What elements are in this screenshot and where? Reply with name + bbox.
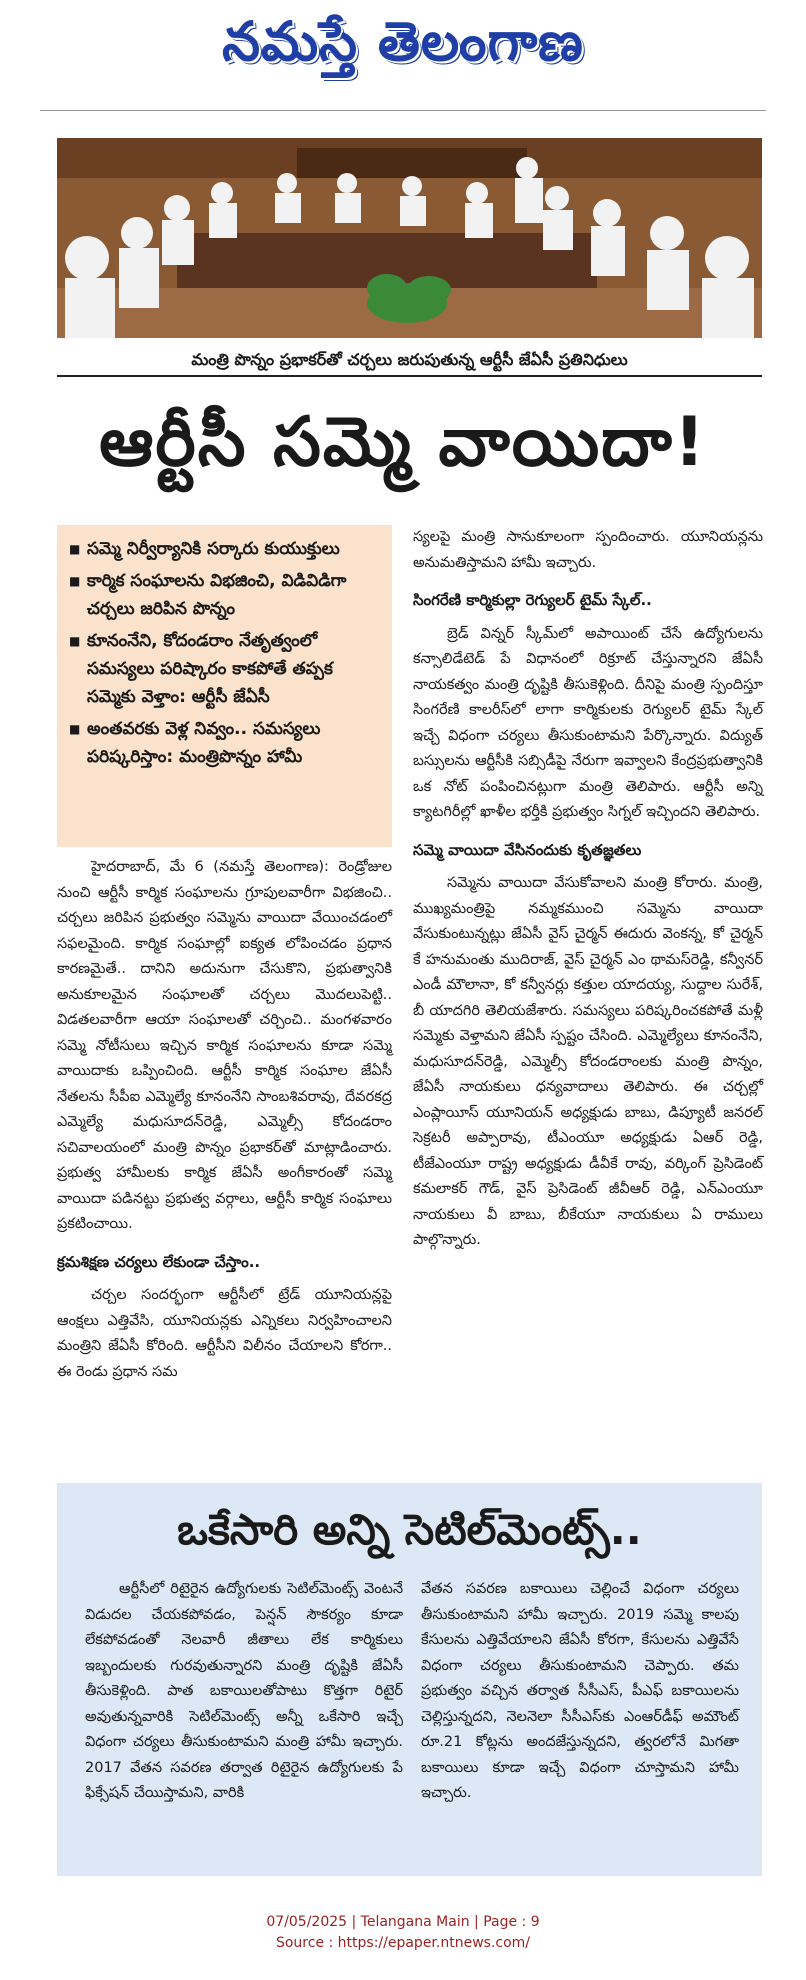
highlights-box — [57, 525, 392, 847]
masthead-rule — [40, 110, 766, 111]
settlements-column-2 — [421, 1577, 739, 1807]
article-paragraph: చర్చల సందర్భంగా ఆర్టీసీలో ట్రేడ్ యూనియన్లపై ఆంక్షలు ఎత్తివేసి, యూనియన్లకు ఎన్నికలు నిర్వహించాలని మంత్రిని జేఏసీ కోరింది. ఆర్టీసీని విలీనం చేయాలని కోరగా.. ఈ రెండు ప్రధాన సమ — [57, 1287, 392, 1380]
highlight-item: ■ కూనంనేని, కోదండరాం నేతృత్వంలో సమస్యలు పరిష్కారం కాకపోతే తప్పక సమ్మెకు వెళ్తాం: ఆర్టీసీ జేఏసీ — [69, 627, 380, 711]
subheading: సింగరేణి కార్మికుల్లా రెగ్యులర్ టైమ్ స్కేల్.. — [413, 591, 652, 609]
article-paragraph: వేతన సవరణ బకాయిలు చెల్లించే విధంగా చర్యలు తీసుకుంటామని హామీ ఇచ్చారు. 2019 సమ్మె కాలపు కేసులను ఎత్తివేయాలని జేఏసీ కోరగా, కేసులను ఎత్తివేసే విధంగా చర్యలు తీసుకుంటామని చెప్పారు. తమ ప్రభుత్వం వచ్చిన తర్వాత సీసీఎస్, పీఎఫ్ బకాయిలను చెల్లిస్తున్నదని, నెలనెలా సీసీఎస్‌కు ఎంఆర్‌డీఫ్ అమౌంట్ రూ.21 కోట్లను అందజేస్తున్నదని, త్వరలోనే మిగతా బకాయిలు కూడా ఇచ్చే విధంగా చూస్తామని హామీ ఇచ్చారు. — [421, 1581, 739, 1801]
footer-source-line: Source : https://epaper.ntnews.com/ — [275, 1935, 531, 1951]
subheading: క్రమశిక్షణ చర్యలు లేకుండా చేస్తాం.. — [57, 1252, 261, 1271]
highlight-item: ■ సమ్మె నిర్వీర్యానికి సర్కారు కుయుక్తులు — [69, 535, 380, 563]
footer-date-line: 07/05/2025 | Telangana Main | Page : 9 — [266, 1914, 540, 1930]
settlements-title: ఒకేసారి అన్ని సెటిల్‌మెంట్స్.. — [177, 1505, 642, 1554]
article-paragraph: సమ్మెను వాయిదా వేసుకోవాలని మంత్రి కోరారు. మంత్రి, ముఖ్యమంత్రిపై నమ్మకముంచి సమ్మెను వాయిదా వేసుకుంటున్నట్లు జేఏసీ వైస్ చైర్మన్ ఈదురు వెంకన్న, కో చైర్మన్ కే హనుమంతు ముదిరాజ్, వైస్ చైర్మన్ ఎం థామస్‌రెడ్డి, కన్వీనర్ ఎండీ మౌలానా, కో కన్వీనర్లు కత్తుల యాదయ్య, సుద్దాల సురేశ్, బీ యాదగిరి తెలియజేశారు. సమస్యలు పరిష్కరించకపోతే మళ్లీ సమ్మెకు వెళ్తామని జేఏసీ స్పష్టం చేసింది. ఎమ్మెల్యేలు కూనంనేని, మధుసూదన్‌రెడ్డి, ఎమ్మెల్సీ కోదండరాంలకు మంత్రి పొన్నం, జేఏసీ నాయకులు ధన్యవాదాలు తెలిపారు. ఈ చర్చల్లో ఎంప్లాయీస్ యూనియన్ అధ్యక్షుడు బాబు, డిప్యూటీ జనరల్ సెక్రటరీ అప్పారావు, టీఎంయూ అధ్యక్షుడు ఏఆర్ రెడ్డి, టీజేఎంయూ రాష్ట్ర అధ్యక్షుడు డీవీకే రావు, వర్కింగ్ ప్రెసిడెంట్ కమలాకర్ గౌడ్, వైస్ ప్రెసిడెంట్ జీవీఆర్ రెడ్డి, ఎన్ఎంయూ నాయకులు వీ బాబు, బీకేయూ నాయకులు ఏ రాములు పాల్గొన్నారు. — [413, 875, 763, 1248]
newspaper-logo: నమస్తే తెలంగాణ — [222, 10, 584, 73]
article-paragraph: బ్రెడ్ విన్నర్ స్కీమ్‌లో అపాయింట్ చేసే ఉద్యోగులను కన్సాలిడేటెడ్ పే విధానంలో రిక్రూట్ చేస్తున్నారని జేఏసీ నాయకత్వం మంత్రి దృష్టికి తీసుకెళ్లింది. దీనిపై మంత్రి స్పందిస్తూ సింగరేణి కాలరీస్‌లో లాగా కార్మికులకు రెగ్యులర్ టైమ్ స్కేల్ ఇచ్చే విధంగా చర్యలు తీసుకుంటామని పేర్కొన్నారు. విద్యుత్ బస్సులను ఆర్టీసీకి సబ్సిడీపై నేరుగా ఇవ్వాలని కేంద్రప్రభుత్వానికి ఒక నోట్ పంపించినట్లుగా మంత్రి తెలిపారు. ఆర్టీసీ అన్ని క్యాటగిరీల్లో ఖాళీల భర్తీకి ప్రభుత్వం సిగ్నల్ ఇచ్చిందని తెలిపారు. — [413, 625, 763, 820]
article-paragraph: హైదరాబాద్, మే 6 (నమస్తే తెలంగాణ): రెండ్రోజుల నుంచి ఆర్టీసీ కార్మిక సంఘాలను గ్రూపులవారీగా విభజించి.. చర్చలు జరిపిన ప్రభుత్వం సమ్మెను వాయిదా వేయించడంలో సఫలమైంది. కార్మిక సంఘాల్లో ఐక్యత లోపించడం ప్రధాన కారణమైతే.. దానిని అదునుగా చేసుకొని, ప్రభుత్వానికి అనుకూలమైన సంఘాలతో చర్చలు మొదలుపెట్టి.. విడతలవారీగా ఆయా సంఘాలతో చర్చించి.. మంగళవారం సమ్మె నోటీసులు ఇచ్చిన కార్మిక సంఘాలను కూడా సమ్మె వాయిదాకు ఒప్పించింది. ఆర్టీసీ కార్మిక సంఘాల జేఏసీ నేతలను సీపీఐ ఎమ్మెల్యే కూనంనేని సాంబశివరావు, దేవరకద్ర ఎమ్మెల్యే మధుసూదన్‌రెడ్డి, ఎమ్మెల్సీ కోదండరాం సచివాలయంలో మంత్రి పొన్నం ప్రభాకర్‌తో మాట్లాడించారు. ప్రభుత్వ హామీలకు కార్మిక జేఏసీ అంగీకారంతో సమ్మె వాయిదా పడినట్టు ప్రభుత్వ వర్గాలు, ఆర్టీసీ కార్మిక సంఘాలు ప్రకటించాయి. — [57, 859, 392, 1232]
headline: ఆర్టీసీ సమ్మె వాయిదా! — [99, 403, 707, 482]
article-right-column — [413, 525, 763, 1254]
highlight-item: ■ కార్మిక సంఘాలను విభజించి, విడివిడిగా చర్చలు జరిపిన పొన్నం — [69, 567, 380, 623]
article-paragraph: స్యలపై మంత్రి సానుకూలంగా స్పందించారు. యూనియన్లను అనుమతిస్తామని హామీ ఇచ్చారు. — [413, 529, 763, 571]
article-paragraph: ఆర్టీసీలో రిటైరైన ఉద్యోగులకు సెటిల్‌మెంట్స్ వెంటనే విడుదల చేయకపోవడం, పెన్షన్ సౌకర్యం కూడా లేకపోవడంతో నెలవారీ జీతాలు లేక కార్మికులు ఇబ్బందులకు గురవుతున్నారని మంత్రి దృష్టికి జేఏసీ తీసుకెళ్లింది. పాత బకాయిలతోపాటు కొత్తగా రిటైర్ అవుతున్నవారికి సెటిల్‌మెంట్స్ అన్నీ ఒకేసారి ఇచ్చే విధంగా చర్యలు తీసుకుంటామని మంత్రి హామీ ఇచ్చారు. 2017 వేతన సవరణ తర్వాత రిటైరైన ఉద్యోగులకు పే ఫిక్సేషన్ చేయిస్తామని, వారికి — [85, 1581, 403, 1801]
news-photo — [57, 138, 762, 338]
footer — [0, 1912, 806, 1954]
subheading: సమ్మె వాయిదా వేసినందుకు కృతజ్ఞతలు — [413, 840, 642, 859]
article-left-column — [57, 855, 392, 1385]
settlements-column-1 — [85, 1577, 403, 1807]
meeting-photo-illustration — [57, 138, 762, 338]
highlight-item: ■ అంతవరకు వెళ్ల నివ్వం.. సమస్యలు పరిష్కరిస్తాం: మంత్రిపొన్నం హామీ — [69, 715, 380, 771]
photo-caption: మంత్రి పొన్నం ప్రభాకర్‌తో చర్చలు జరుపుతున్న ఆర్టీసీ జేఏసీ ప్రతినిధులు — [57, 345, 762, 377]
masthead — [0, 0, 806, 115]
settlements-box — [57, 1483, 762, 1876]
